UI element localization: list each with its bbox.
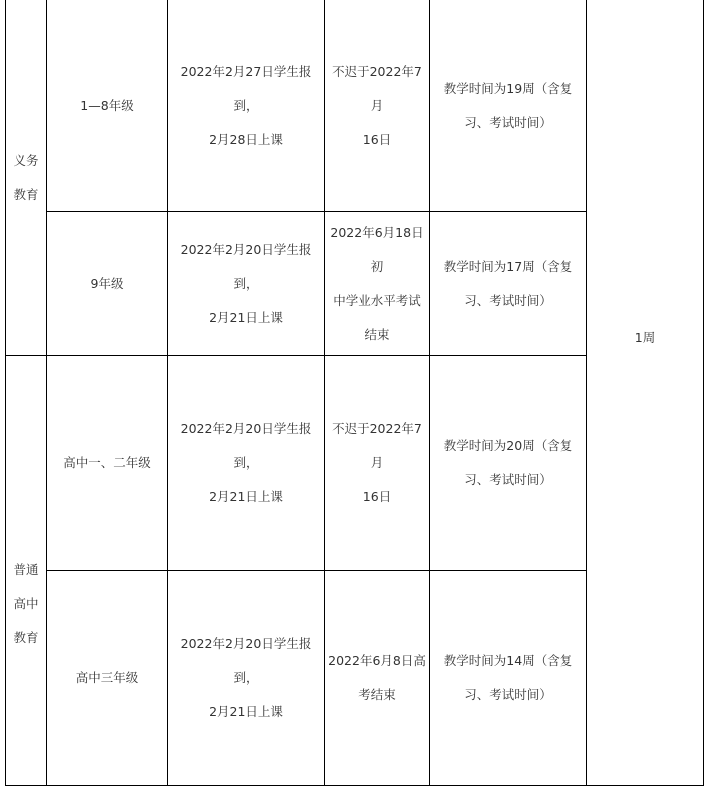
end-line: 16日 — [362, 489, 392, 504]
end-line: 16日 — [362, 131, 392, 147]
grade-cell — [47, 356, 167, 570]
report-line: 2月21日上课 — [209, 309, 283, 325]
table-border-bottom — [5, 785, 704, 786]
section-label — [6, 0, 46, 355]
teaching-cell — [430, 571, 586, 785]
report-cell — [168, 0, 324, 211]
section-line: 义务 — [13, 152, 39, 168]
section-label — [6, 356, 46, 785]
report-line: 2022年2月20日学生报到， — [180, 241, 312, 291]
end-cell — [325, 356, 429, 570]
grade-cell — [47, 212, 167, 355]
report-cell — [168, 571, 324, 785]
report-line: 2022年2月20日学生报到， — [180, 636, 312, 685]
end-line: 不迟于2022年7月 — [332, 421, 422, 470]
grade-text: 9年级 — [90, 275, 124, 291]
teaching-line: 习、考试时间） — [464, 292, 552, 308]
end-cell — [325, 212, 429, 355]
grade-text: 1—8年级 — [80, 97, 134, 113]
report-cell — [168, 212, 324, 355]
section-line: 普通 — [13, 561, 39, 577]
section-line: 教育 — [13, 186, 39, 202]
teaching-line: 教学时间为20周（含复 — [443, 438, 573, 453]
holiday-text: 1周 — [634, 329, 656, 345]
end-line: 考结束 — [358, 687, 396, 702]
grade-cell — [47, 571, 167, 785]
teaching-line: 教学时间为17周（含复 — [443, 258, 573, 274]
end-line: 结束 — [364, 326, 390, 342]
end-line: 不迟于2022年7月 — [332, 63, 422, 113]
grade-cell — [47, 0, 167, 211]
section-line: 教育 — [13, 629, 39, 645]
table-border-right — [703, 0, 704, 786]
end-line: 2022年6月18日初 — [330, 224, 424, 274]
end-line: 2022年6月8日高 — [328, 653, 426, 668]
end-line: 中学业水平考试 — [333, 292, 421, 308]
end-cell — [325, 0, 429, 211]
teaching-cell — [430, 356, 586, 570]
report-line: 2月28日上课 — [209, 131, 283, 147]
teaching-line: 教学时间为19周（含复 — [443, 80, 573, 96]
teaching-line: 习、考试时间） — [464, 114, 552, 130]
report-line: 2022年2月27日学生报到， — [180, 63, 312, 113]
holiday-cell — [587, 0, 703, 675]
teaching-line: 习、考试时间） — [464, 687, 552, 702]
grade-text: 高中三年级 — [75, 670, 139, 685]
grade-text: 高中一、二年级 — [63, 455, 151, 470]
report-line: 2月21日上课 — [209, 704, 283, 719]
end-cell — [325, 571, 429, 785]
teaching-line: 教学时间为14周（含复 — [443, 653, 573, 668]
section-line: 高中 — [13, 595, 39, 611]
teaching-line: 习、考试时间） — [464, 472, 552, 487]
report-line: 2022年2月20日学生报到， — [180, 421, 312, 470]
report-line: 2月21日上课 — [209, 489, 283, 504]
teaching-cell — [430, 0, 586, 211]
report-cell — [168, 356, 324, 570]
teaching-cell — [430, 212, 586, 355]
